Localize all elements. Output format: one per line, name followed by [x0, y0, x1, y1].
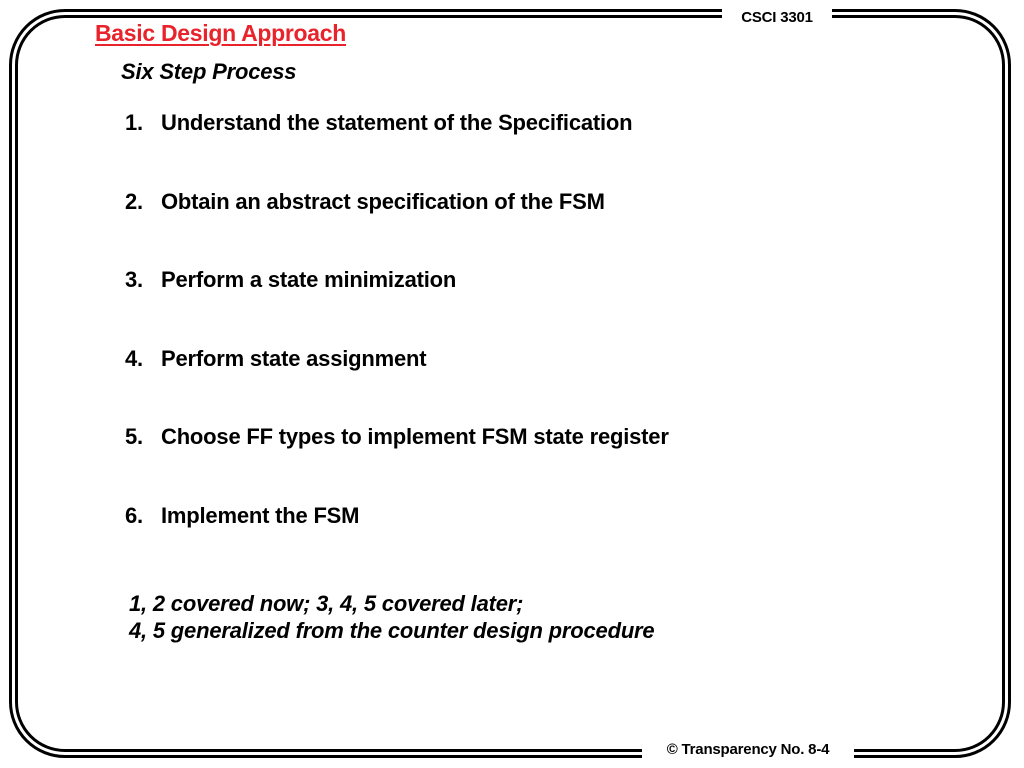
step-item [125, 422, 669, 501]
step-item [125, 501, 669, 580]
coverage-note-line: 1, 2 covered now; 3, 4, 5 covered later; [129, 591, 524, 616]
step-item [125, 344, 669, 423]
step-number: 5. [125, 424, 143, 449]
step-text: Obtain an abstract specification of the FSM [161, 188, 605, 214]
coverage-notes [129, 590, 654, 644]
step-number: 1. [125, 110, 143, 135]
step-text: Implement the FSM [161, 502, 360, 528]
step-item [125, 265, 669, 344]
step-item [125, 187, 669, 266]
step-text: Choose FF types to implement FSM state register [161, 424, 669, 449]
coverage-note-line: 4, 5 generalized from the counter design procedure [129, 618, 655, 643]
course-code: CSCI 3301 [722, 7, 832, 29]
step-item [125, 108, 669, 187]
step-number: 3. [125, 267, 143, 292]
slide-subtitle: Six Step Process [121, 59, 297, 84]
step-text: Perform state assignment [161, 345, 427, 371]
transparency-number: © Transparency No. 8-4 [642, 738, 854, 762]
step-number: 4. [125, 345, 143, 371]
step-list [125, 108, 669, 579]
slide-title: Basic Design Approach [95, 20, 347, 46]
step-number: 6. [125, 502, 143, 528]
step-text: Understand the statement of the Specification [161, 110, 633, 135]
step-text: Perform a state minimization [161, 267, 457, 292]
step-number: 2. [125, 188, 143, 214]
